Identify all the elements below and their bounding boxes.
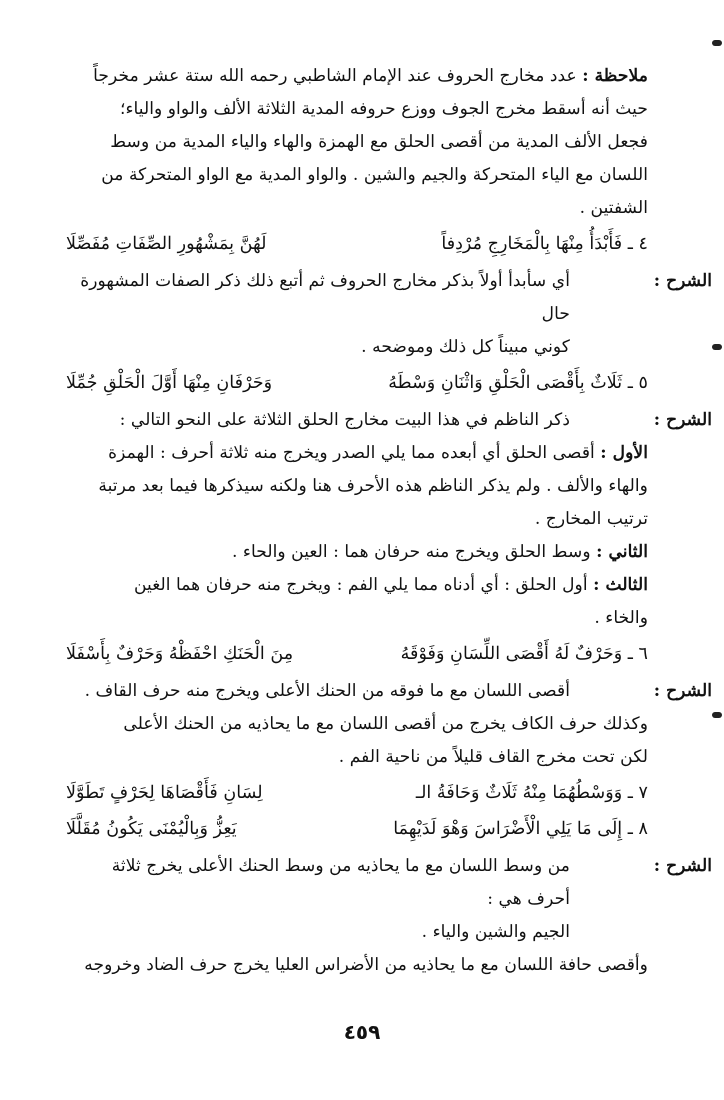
verse-first-hemistich: ٨ ـ إِلَى مَا يَلِي الْأَضْرَاسَ وَهْوَ لَدَيْهِمَا <box>393 819 648 839</box>
verse-first-hemistich: ٧ ـ وَوَسْطُهُمَا مِنْهُ ثَلَاثٌ وَحَافَةُ الـ <box>415 783 648 803</box>
list-item-label: الثاني : <box>596 542 648 562</box>
list-item-text: أقصى الحلق أي أبعده مما يلي الصدر ويخرج منه ثلاثة أحرف : الهمزة <box>108 443 595 463</box>
verse-4 <box>66 227 648 261</box>
list-item-line: ترتيب المخارج . <box>534 509 648 529</box>
explanation-block <box>66 675 712 708</box>
explanation-block <box>66 265 712 364</box>
explanation-label: الشرح : <box>653 681 712 701</box>
explanation-line: أقصى اللسان مع ما فوقه من الحنك الأعلى ويخرج منه حرف القاف . <box>84 681 570 701</box>
verse-first-hemistich: ٤ ـ فَأَبْدَأُ مِنْهَا بِالْمَخَارِجِ مُرْدِفاً <box>441 234 648 254</box>
list-item <box>66 569 648 635</box>
scan-edge-mark <box>712 40 722 46</box>
list-item-text: أول الحلق : أي أدناه مما يلي الفم : ويخرج منه حرفان هما الغين <box>133 575 588 595</box>
note-line <box>66 60 648 93</box>
page-number: ٤٥٩ <box>343 1020 381 1044</box>
list-item-line: والخاء . <box>594 608 648 628</box>
explanation-line: الجيم والشين والياء . <box>421 922 570 942</box>
explanation-body <box>66 404 648 437</box>
explanation-line: من وسط اللسان مع ما يحاذيه من وسط الحنك الأعلى يخرج ثلاثة أحرف هي : <box>111 856 570 909</box>
explanation-line: أي سأبدأ أولاً بذكر مخارج الحروف ثم أتبع ذلك ذكر الصفات المشهورة حال <box>80 271 570 324</box>
verse-second-hemistich: مِنَ الْحَنَكِ احْفَظْهُ وَحَرْفٌ بِأَسْفَلَا <box>66 644 294 664</box>
verse-first-hemistich: ٥ ـ ثَلَاثٌ بِأَقْصَى الْحَلْقِ وَاثْنَانِ وَسْطَهُ <box>388 373 648 393</box>
explanation-line: وكذلك حرف الكاف يخرج من أقصى اللسان مع ما يحاذيه من الحنك الأعلى <box>123 714 648 734</box>
note-line: اللسان مع الياء المتحركة والجيم والشين . والواو المدية مع الواو المتحركة من <box>101 165 648 185</box>
note-text: عدد مخارج الحروف عند الإمام الشاطبي رحمه الله ستة عشر مخرجاً <box>93 66 577 86</box>
verse-second-hemistich: لَهُنَّ بِمَشْهُورِ الصِّفَاتِ مُفَصِّلَا <box>66 234 267 254</box>
list-item-line <box>66 569 648 602</box>
explanation-body <box>66 675 648 708</box>
explanation-line: كوني مبيناً كل ذلك وموضحه . <box>361 337 570 357</box>
explanation-label: الشرح : <box>653 271 712 291</box>
page-content <box>66 60 712 982</box>
explanation-line: وأقصى حافة اللسان مع ما يحاذيه من الأضراس العليا يخرج حرف الضاد وخروجه <box>84 955 648 975</box>
list-item-label: الأول : <box>600 443 648 463</box>
list-item-line <box>66 536 648 569</box>
scan-edge-mark <box>712 344 722 350</box>
verse-second-hemistich: لِسَانِ فَأَقْصَاهَا لِحَرْفٍ تَطَوَّلَا <box>66 783 263 803</box>
scan-edge-mark <box>712 712 722 718</box>
verse-7 <box>66 776 648 810</box>
list-item-text: وسط الحلق ويخرج منه حرفان هما : العين والحاء . <box>232 542 591 562</box>
verse-8 <box>66 812 648 846</box>
note-label: ملاحظة : <box>582 66 648 86</box>
verse-second-hemistich: وَحَرْفَانِ مِنْهَا أَوَّلَ الْحَلْقِ جُمِّلَا <box>66 373 273 393</box>
explanation-line: لكن تحت مخرج القاف قليلاً من ناحية الفم . <box>338 747 648 767</box>
explanation-block <box>66 404 712 437</box>
note-line: فجعل الألف المدية من أقصى الحلق مع الهمزة والهاء والياء المدية من وسط <box>110 132 648 152</box>
list-item-line: والهاء والألف . ولم يذكر الناظم هذه الأحرف هنا ولكنه سيذكرها فيما بعد مرتبة <box>98 476 648 496</box>
list-item-line <box>66 437 648 470</box>
verse-second-hemistich: يَعِزُّ وَبِالْيُمْنَى يَكُونُ مُقَلَّلَا <box>66 819 237 839</box>
explanation-label: الشرح : <box>653 856 712 876</box>
explanation-label: الشرح : <box>653 410 712 430</box>
list-item <box>66 437 648 536</box>
explanation-continuation <box>66 708 648 774</box>
note-line: الشفتين . <box>579 198 648 218</box>
list-item-label: الثالث : <box>593 575 648 595</box>
explanation-line: ذكر الناظم في هذا البيت مخارج الحلق الثلاثة على النحو التالي : <box>119 410 570 430</box>
verse-first-hemistich: ٦ ـ وَحَرْفٌ لَهُ أَقْصَى اللِّسَانِ وَفَوْقَهُ <box>400 644 648 664</box>
explanation-block <box>66 850 712 949</box>
verse-6 <box>66 637 648 671</box>
explanation-continuation <box>66 949 648 982</box>
explanation-body <box>66 265 648 364</box>
note-paragraph <box>66 60 648 225</box>
verse-5 <box>66 366 648 400</box>
note-line: حيث أنه أسقط مخرج الجوف ووزع حروفه المدية الثلاثة الألف والواو والياء؛ <box>120 99 648 119</box>
list-item <box>66 536 648 569</box>
explanation-body <box>66 850 648 949</box>
